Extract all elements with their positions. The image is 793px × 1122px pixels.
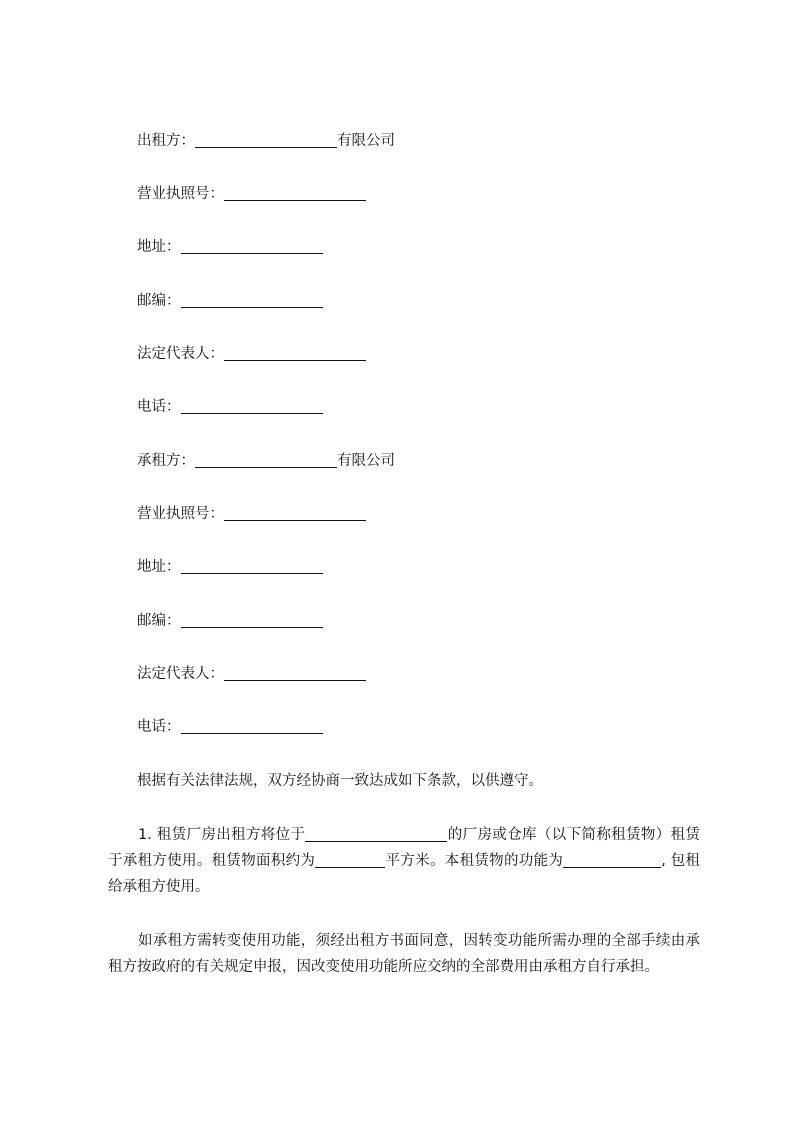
clause-change-text: 如承租方需转变使用功能，须经出租方书面同意，因转变功能所需办理的全部手续由承租方按政府的有关规定申报，因改变使用功能所应交纳的全部费用由承租方自行承担。 xyxy=(108,933,700,975)
lessor-postcode-line xyxy=(137,291,323,311)
clause-1-part1: 租赁厂房出租方将位于 xyxy=(156,827,306,843)
lessee-phone-line xyxy=(137,717,323,737)
lessee-name-blank[interactable] xyxy=(195,451,337,468)
lessor-name-blank[interactable] xyxy=(195,131,337,148)
lessee-name-label: 承租方： xyxy=(137,453,195,469)
lessee-phone-blank[interactable] xyxy=(181,717,323,734)
lessor-license-label: 营业执照号： xyxy=(137,186,224,202)
lessor-postcode-blank[interactable] xyxy=(181,291,323,308)
lessor-name-suffix: 有限公司 xyxy=(337,133,395,149)
clause-change-of-use xyxy=(108,928,700,980)
lessee-legal-rep-label: 法定代表人： xyxy=(137,666,224,682)
lessee-phone-label: 电话： xyxy=(137,719,181,735)
location-blank[interactable] xyxy=(305,825,447,842)
lessee-postcode-blank[interactable] xyxy=(181,611,323,628)
lessor-address-blank[interactable] xyxy=(181,237,323,254)
lessee-license-line xyxy=(137,504,366,524)
clause-1 xyxy=(108,822,700,900)
lessee-legal-rep-blank[interactable] xyxy=(224,664,366,681)
lessor-phone-label: 电话： xyxy=(137,399,181,415)
lessee-address-label: 地址： xyxy=(137,559,181,575)
lessor-legal-rep-line xyxy=(137,344,366,364)
function-blank-1[interactable] xyxy=(563,851,633,868)
lessee-postcode-label: 邮编： xyxy=(137,613,181,629)
clause-1-number: 1. xyxy=(138,827,152,843)
lessee-name-line xyxy=(137,451,395,471)
lessor-license-blank[interactable] xyxy=(224,184,366,201)
lessor-phone-blank[interactable] xyxy=(181,397,323,414)
lessor-postcode-label: 邮编： xyxy=(137,293,181,309)
lessee-legal-rep-line xyxy=(137,664,366,684)
lessor-legal-rep-label: 法定代表人： xyxy=(137,346,224,362)
lessee-name-suffix: 有限公司 xyxy=(337,453,395,469)
lessee-address-line xyxy=(137,557,323,577)
lessor-address-line xyxy=(137,237,323,257)
area-blank[interactable] xyxy=(315,851,385,868)
intro-paragraph: 根据有关法律法规，双方经协商一致达成如下条款，以供遵守。 xyxy=(137,773,543,789)
lessor-phone-line xyxy=(137,397,323,417)
lessor-legal-rep-blank[interactable] xyxy=(224,344,366,361)
clause-1-part3: 平方米。本租赁物的功能为 xyxy=(385,853,564,869)
lessor-name-line xyxy=(137,131,395,151)
lessee-address-blank[interactable] xyxy=(181,557,323,574)
lessor-name-label: 出租方： xyxy=(137,133,195,149)
lessor-license-line xyxy=(137,184,366,204)
lessee-postcode-line xyxy=(137,611,323,631)
lessee-license-label: 营业执照号： xyxy=(137,506,224,522)
clause-1-part4: , 包租给承租方使用。 xyxy=(108,853,701,895)
lessee-license-blank[interactable] xyxy=(224,504,366,521)
lessor-address-label: 地址： xyxy=(137,239,181,255)
function-blank-2[interactable] xyxy=(633,851,661,868)
clause-1-part2: 的厂房或仓库（以下简称租赁物）租赁于承租方使用。租赁物面积约为 xyxy=(108,827,701,869)
